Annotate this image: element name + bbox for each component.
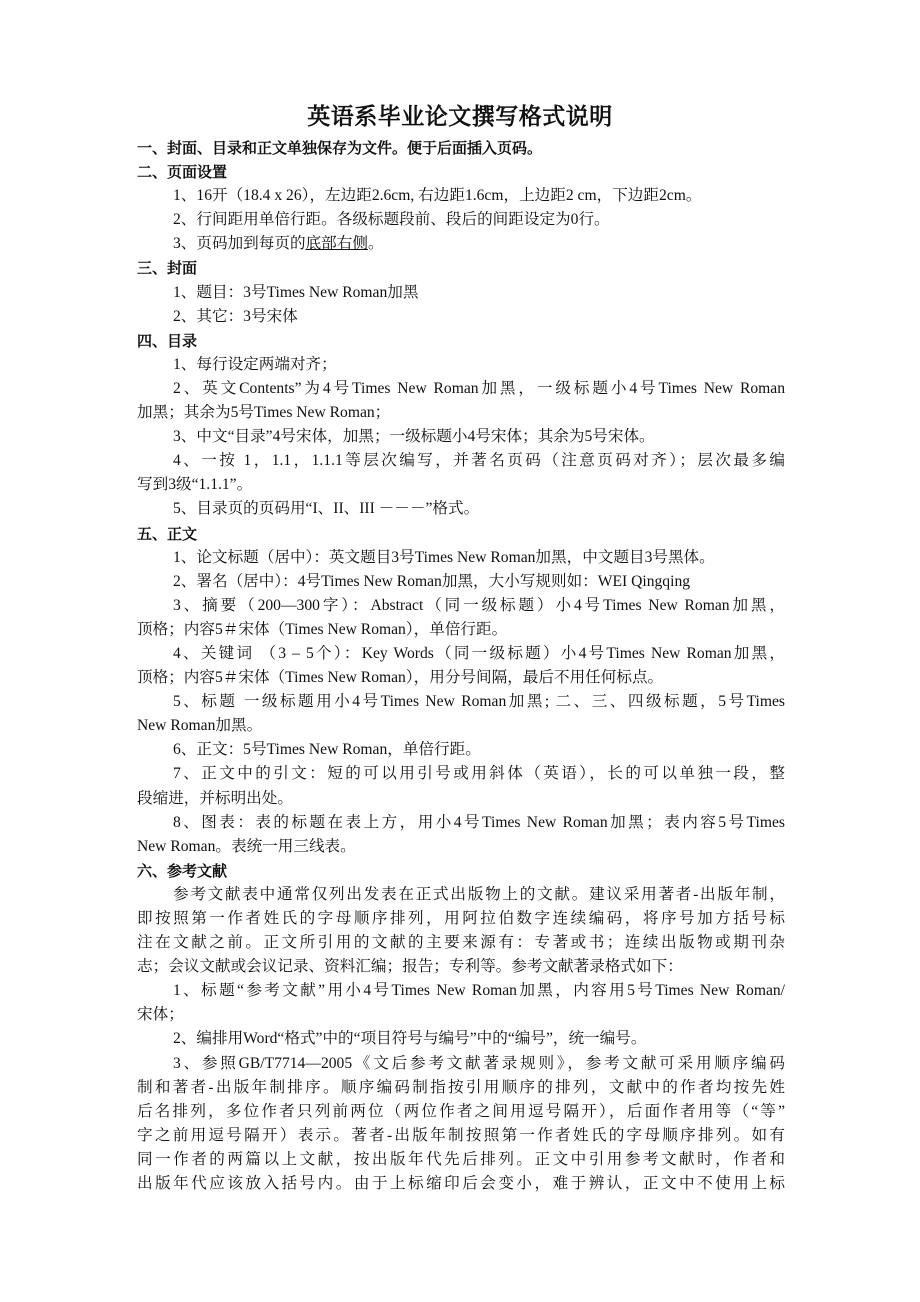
section-heading: 四、目录 [137, 331, 198, 350]
list-item: 8、图表：表的标题在表上方，用小4号Times New Roman加黑；表内容5号Times [173, 813, 785, 831]
paragraph-line: 参考文献表中通常仅列出发表在正式出版物上的文献。建议采用著者-出版年制， [173, 885, 785, 903]
list-item-continuation: 顶格；内容5＃宋体（Times New Roman），单倍行距。 [137, 620, 508, 638]
text-run: 。 [367, 235, 384, 253]
list-item: 4、一按 1，1.1，1.1.1等层次编写，并著名页码（注意页码对齐）；层次最多编 [173, 452, 785, 470]
list-item-continuation: 加黑；其余为5号Times New Roman； [137, 404, 391, 422]
list-item: 5、目录页的页码用“I、II、III －－－”格式。 [173, 500, 480, 518]
list-item: 7、正文中的引文：短的可以用引号或用斜体（英语），长的可以单独一段，整 [173, 765, 785, 783]
list-item-continuation: 宋体； [137, 1006, 184, 1024]
list-item: 2、编排用Word“格式”中的“项目符号与编号”中的“编号”，统一编号。 [173, 1030, 647, 1048]
list-item: 1、16开（18.4 x 26），左边距2.6cm, 右边距1.6cm，上边距2 cm，下边距2cm。 [173, 187, 702, 205]
list-item: 2、署名（居中）：4号Times New Roman加黑，大小写规则如：WEI Qingqing [173, 572, 691, 590]
paragraph-line: 注在文献之前。正文所引用的文献的主要来源有：专著或书；连续出版物或期刊杂 [137, 934, 785, 952]
section-heading: 二、页面设置 [137, 163, 228, 182]
list-item-continuation: 同一作者的两篇以上文献，按出版年代先后排列。正文中引用参考文献时，作者和 [137, 1150, 785, 1168]
document-title: 英语系毕业论文撰写格式说明 [307, 104, 613, 130]
list-item-continuation: New Roman加黑。 [137, 717, 263, 735]
list-item: 1、论文标题（居中）：英文题目3号Times New Roman加黑，中文题目3号黑体。 [173, 548, 715, 566]
list-item: 6、正文：5号Times New Roman，单倍行距。 [173, 741, 481, 759]
section-heading: 一、封面、目录和正文单独保存为文件。便于后面插入页码。 [137, 139, 543, 157]
list-item: 4、关键词 （3 – 5个）：Key Words（同一级标题）小4号Times New Roman加黑， [173, 644, 785, 662]
section-heading: 三、封面 [137, 259, 198, 278]
list-item-continuation: 制和著者-出版年制排序。顺序编码制指按引用顺序的排列，文献中的作者均按先姓 [137, 1078, 785, 1096]
list-item-continuation: 后名排列，多位作者只列前两位（两位作者之间用逗号隔开），后面作者用等（“等” [137, 1102, 785, 1120]
list-item: 3、中文“目录”4号宋体，加黑；一级标题小4号宋体；其余为5号宋体。 [173, 428, 655, 446]
list-item-continuation: 出版年代应该放入括号内。由于上标缩印后会变小，难于辨认，正文中不使用上标 [137, 1175, 785, 1193]
underlined-text: 底部右侧 [305, 235, 368, 253]
list-item: 1、题目：3号Times New Roman加黑 [173, 283, 419, 301]
list-item-continuation: New Roman。表统一用三线表。 [137, 837, 356, 855]
paragraph-line: 志；会议文献或会议记录、资料汇编；报告；专利等。参考文献著录格式如下： [137, 958, 683, 976]
list-item: 3、参照GB/T7714—2005《文后参考文献著录规则》，参考文献可采用顺序编码 [173, 1054, 785, 1072]
list-item-continuation: 写到3级“1.1.1”。 [137, 476, 253, 494]
list-item: 1、每行设定两端对齐； [173, 355, 337, 373]
text-run: 3、页码加到每页的 [173, 235, 306, 253]
list-item: 2、其它：3号宋体 [173, 307, 298, 325]
list-item-continuation: 顶格；内容5＃宋体（Times New Roman），用分号间隔，最后不用任何标点。 [137, 669, 664, 687]
list-item [137, 232, 785, 256]
list-item: 2、英文Contents”为4号Times New Roman加黑，一级标题小4号Times New Roman [173, 379, 785, 397]
section-heading: 六、参考文献 [137, 861, 228, 880]
document-body [137, 136, 785, 1196]
list-item: 3、摘要（200—300字）：Abstract（同一级标题）小4号Times New Roman加黑， [173, 596, 785, 614]
list-item: 5、标题 一级标题用小4号Times New Roman加黑; 二、三、四级标题，5号Times [173, 693, 785, 711]
section-heading: 五、正文 [137, 524, 198, 543]
list-item-continuation: 段缩进，并标明出处。 [137, 789, 293, 807]
list-item-continuation: 字之前用逗号隔开）表示。著者-出版年制按照第一作者姓氏的字母顺序排列。如有 [137, 1126, 785, 1144]
paragraph-line: 即按照第一作者姓氏的字母顺序排列，用阿拉伯数字连续编码，将序号加方括号标 [137, 910, 785, 927]
list-item: 1、标题“参考文献”用小4号Times New Roman加黑，内容用5号Times New Roman/ [173, 982, 785, 1000]
list-item: 2、行间距用单倍行距。各级标题段前、段后的间距设定为0行。 [173, 211, 610, 229]
